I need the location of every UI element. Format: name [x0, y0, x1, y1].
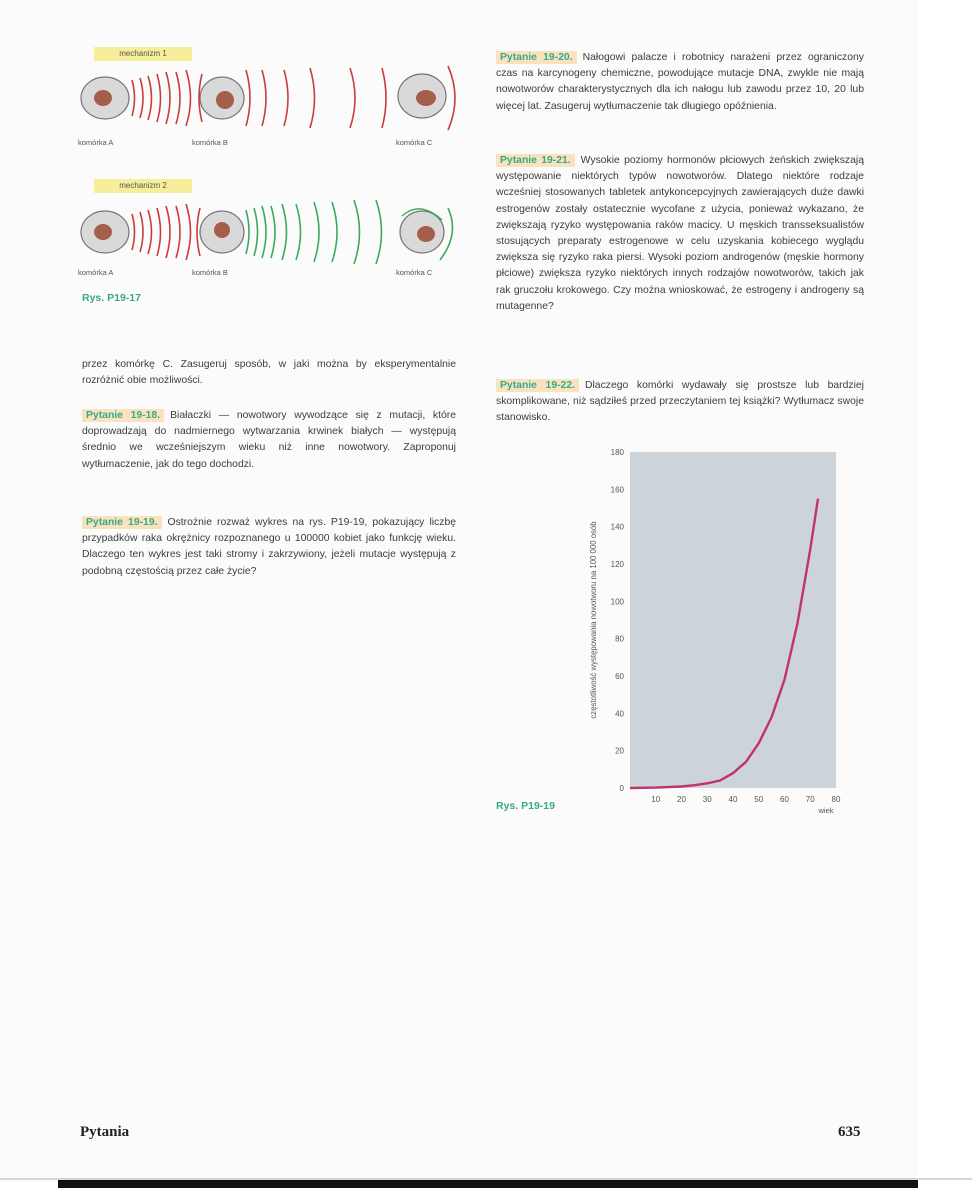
- cell-a-nucleus: [94, 90, 112, 106]
- question-19-22-label: Pytanie 19-22.: [496, 379, 579, 392]
- mechanism-1-diagram: [81, 66, 455, 130]
- y-tick-label: 100: [610, 597, 624, 607]
- x-tick-labels: [651, 795, 841, 804]
- y-tick-label: 40: [615, 709, 624, 719]
- continued-paragraph: [82, 357, 456, 389]
- cell-c-label: komórka C: [396, 138, 433, 147]
- scan-border: [58, 1180, 918, 1188]
- question-19-20: [496, 50, 864, 115]
- figure-p19-17: [70, 60, 470, 290]
- question-19-18: [82, 408, 456, 473]
- question-19-22-text: Dlaczego komórki wydawały się prostsze lub bardziej skomplikowane, niż sądziłeś przed przeczytaniem tej książki? Wytłumacz swoje stanowisko.: [496, 380, 864, 424]
- x-tick-label: 40: [728, 795, 738, 804]
- y-tick-label: 180: [610, 448, 624, 457]
- y-tick-labels: [611, 448, 625, 793]
- question-19-19: [82, 515, 456, 580]
- cell-c-label-2: komórka C: [396, 268, 433, 277]
- x-tick-label: 50: [754, 795, 764, 804]
- cell-b-nucleus: [216, 91, 234, 109]
- footer-page-number: 635: [838, 1124, 861, 1140]
- footer-section-title: Pytania: [80, 1124, 130, 1140]
- y-tick-label: 80: [615, 634, 624, 644]
- cell-c-nucleus: [416, 90, 436, 106]
- question-19-20-label: Pytanie 19-20.: [496, 51, 577, 64]
- figure-17-caption: Rys. P19-17: [82, 292, 141, 304]
- y-axis-label: częstotliwość występowania nowotworu na 100 000 osób: [589, 521, 598, 719]
- question-19-18-label: Pytanie 19-18.: [82, 409, 164, 422]
- y-tick-label: 20: [615, 746, 624, 756]
- y-tick-label: 120: [610, 560, 624, 569]
- figure-19-caption: Rys. P19-19: [496, 800, 555, 812]
- x-axis-label: wiek: [818, 806, 834, 815]
- x-tick-label: 10: [651, 795, 661, 804]
- x-tick-label: 60: [780, 795, 789, 804]
- continued-paragraph-text: przez komórkę C. Zasugeruj sposób, w jaki można by eksperymentalnie rozróżnić obie możliwości.: [82, 359, 456, 387]
- y-tick-label: 0: [619, 784, 624, 793]
- question-19-20-text: Nałogowi palacze i robotnicy narażeni przez ograniczony czas na karcynogeny chemiczne, powodujące mutacje DNA, zwykle nie mają nowotworów charakterystycznych dla ich nałogu lub zawodu przez 10, 20 lub więcej lat. Zasugeruj wytłumaczenie tak długiego opóźnienia.: [496, 52, 865, 112]
- cell-a-2-nucleus: [94, 224, 112, 240]
- chart-p19-19: [580, 440, 860, 820]
- y-tick-label: 140: [610, 522, 624, 532]
- x-tick-label: 70: [805, 795, 815, 804]
- plot-area: [630, 452, 836, 788]
- x-tick-label: 80: [831, 795, 841, 804]
- cell-c-2-nucleus: [417, 226, 435, 242]
- mechanism-2-diagram: [81, 200, 453, 264]
- x-tick-label: 30: [702, 795, 712, 804]
- question-19-22: [496, 378, 864, 427]
- mechanism-1-label: mechanizm 1: [94, 47, 192, 61]
- cell-b-label: komórka B: [192, 138, 228, 147]
- red-signal-waves: [132, 70, 191, 126]
- cell-a-label: komórka A: [78, 138, 114, 147]
- mechanism-2-label: mechanizm 2: [94, 179, 192, 193]
- x-tick-label: 20: [677, 795, 686, 804]
- y-tick-label: 60: [615, 672, 624, 681]
- cell-b-label-2: komórka B: [192, 268, 228, 277]
- question-19-18-text: Białaczki — nowotwory wywodzące się z mutacji, które doprowadzają do nadmiernego wytwarzania krwinek białych — występują średnio we wcześniejszym wieku niż inne nowotwory. Zaproponuj wytłumaczenie, jak do tego dochodzi.: [82, 410, 456, 470]
- question-19-19-text: Ostrożnie rozważ wykres na rys. P19-19, pokazujący liczbę przypadków raka okrężnicy rozpoznanego u 100000 kobiet jako funkcję wieku. Dlaczego ten wykres jest taki stromy i zakrzywiony, jeżeli mutacje występują z podobną częstością przez całe życie?: [82, 517, 457, 577]
- red-signal-waves-3: [132, 204, 200, 260]
- question-19-21-label: Pytanie 19-21.: [496, 154, 575, 167]
- question-19-19-label: Pytanie 19-19.: [82, 516, 162, 529]
- question-19-21: [496, 153, 864, 315]
- cell-a-label-2: komórka A: [78, 268, 114, 277]
- question-19-21-text: Wysokie poziomy hormonów płciowych żeńskich zwiększają występowanie niektórych typów nowotworów. Dlatego niektóre rodzaje wcześniej stosowanych tabletek antykoncepcyjnych zawierających duże dawki estrogenów zostały ostatecznie wycofane z użycia, ponieważ wykazano, że zwiększają ryzyko występowania raków macicy. U męskich transseksualistów stosujących preparaty estrogenowe w celu uzyskania kobiecego wyglądu zwiększa się ryzyko raka piersi. Wysoki poziom androgenów (męskie hormony płciowe) zwiększa ryzyko niektórych innych rodzajów nowotworów, takich jak rak gruczołu krokowego. Czy można wnioskować, że estrogeny i androgeny są mutagenne?: [496, 155, 864, 312]
- cell-b-2-nucleus: [214, 222, 230, 238]
- y-tick-label: 160: [610, 485, 624, 495]
